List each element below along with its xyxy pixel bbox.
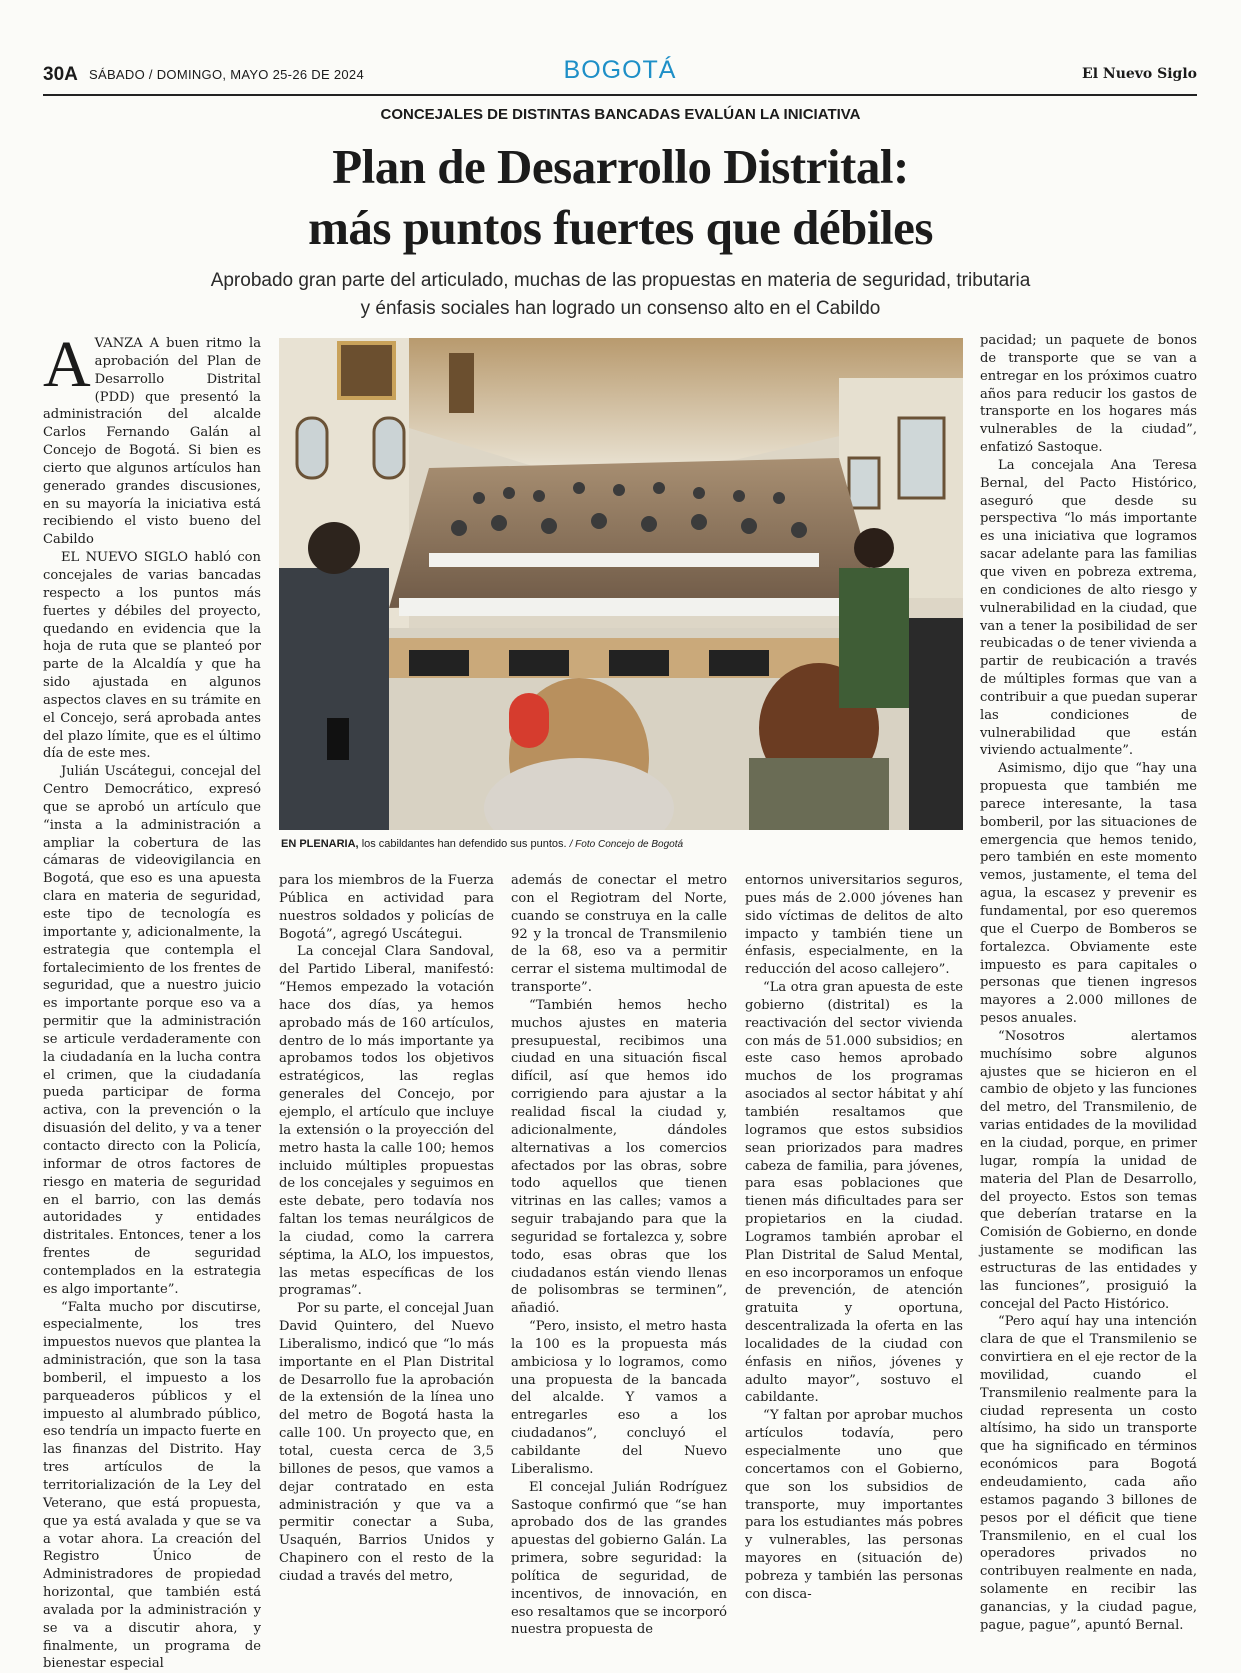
paragraph: para los miembros de la Fuerza Pública en actividad para nuestros soldados y policías de Bogotá”, agregó Uscátegui. — [279, 873, 494, 942]
paragraph: La concejala Ana Teresa Bernal, del Pacto Histórico, aseguró que desde su perspectiva “lo más importante es una iniciativa que logramos sacar adelante para las familias que viven en pobreza extrema, en condiciones de alto riesgo y vulnerabilidad en la ciudad, que van a tener la posibilidad de ser reubicadas o de tener vivienda a partir de reubicación a través de múltiples formas que van a contribuir a que puedan superar las condiciones de vulnerabilidad que están viviendo actualmente”. — [980, 457, 1197, 759]
paragraph: “La otra gran apuesta de este gobierno (distrital) es la reactivación del sector vivienda con más de 51.000 subsidios; en este caso hemos aprobado muchos de los programas asociados al sector hábitat y ahí también resaltamos que logramos que estos subsidios sean priorizados para madres cabeza de familia, para jóvenes, para esas poblaciones que tienen más dificultades para ser propietarios en la ciudad. Logramos también aprobar el Plan Distrital de Salud Mental, en eso incorporamos un enfoque de prevención, de atención gratuita y oportuna, descentralizada la oferta en las localidades de la ciudad con énfasis en niños, jóvenes y adulto mayor”, sostuvo el cabildante. — [745, 980, 963, 1406]
paragraph: además de conectar el metro con el Regiotram del Norte, cuando se construya en la calle 92 y la troncal de Transmilenio de la 68, eso va a permitir cerrar el sistema multimodal de transporte”. — [511, 873, 727, 996]
council-chamber-image — [279, 338, 963, 830]
paragraph: AVANZA A buen ritmo la aprobación del Plan de Desarrollo Distrital (PDD) que presentó la administración del alcalde Carlos Fernando Galán al Concejo de Bogotá. Si bien es cierto que algunos artículos han generado grandes discusiones, en su mayoría la iniciativa está recibiendo el visto bueno del Cabildo — [43, 328, 261, 548]
deck-line-1: Aprobado gran parte del articulado, muchas de las propuestas en materia de seguridad, tributaria — [210, 270, 1031, 291]
article-column-2 — [279, 872, 494, 1586]
paragraph: “Pero aquí hay una intención clara de que el Transmilenio se convirtiera en el eje rector de la movilidad, cuando el Transmilenio realmente para la ciudad representa un costo altísimo, ha sido un transporte que ha significado en términos económicos para Bogotá endeudamiento, cada año estamos pagando 3 billones de pesos por el déficit que tiene Transmilenio, en el cual los operadores privados no contribuyen realmente en nada, solamente en recibir las ganancias, y la ciudad pague, pague, pague”, apuntó Bernal. — [980, 1314, 1197, 1633]
headline-line-2: más puntos fuertes que débiles — [308, 200, 933, 255]
article-deck — [0, 267, 1241, 323]
deck-line-2: y énfasis sociales han logrado un consenso alto en el Cabildo — [360, 298, 881, 319]
paragraph: “Nosotros alertamos muchísimo sobre algunos ajustes que se hicieron en el cambio de objeto y las funciones del metro, del Transmilenio, de varias entidades de la movilidad en la ciudad, porque, en primer lugar, rompía la unidad de materia del Plan de Desarrollo, del proyecto. Estos son temas que deberían tratarse en la Comisión de Gobierno, en donde justamente se modifican las estructuras de las entidades y las funciones”, prosiguió la concejal del Pacto Histórico. — [980, 1028, 1197, 1312]
article-column-1 — [43, 328, 261, 1673]
paragraph: EL NUEVO SIGLO habló con concejales de varias bancadas respecto a los puntos más fuertes y débiles del proyecto, quedando en evidencia que la hoja de ruta que se planteó por parte de la Alcaldía y que ha sido ajustada en algunos aspectos claves en su trámite en el Concejo, será aprobada antes del plazo límite, que es el último día de este mes. — [43, 550, 261, 762]
paragraph: “También hemos hecho muchos ajustes en materia presupuestal, recibimos una ciudad en una situación fiscal difícil, así que hemos ido corrigiendo para ajustar a la realidad fiscal la ciudad y, adicionalmente, dándoles alternativas a los comercios afectados por las obras, sobre todo aquellos que tienen vitrinas en las calles; vamos a seguir trabajando para que la seguridad se fortalezca y, sobre todo, esas obras que los ciudadanos están viendo llenas de polisombras se terminen”, añadió. — [511, 997, 727, 1317]
caption-lead: EN PLENARIA, — [281, 838, 359, 850]
paragraph: “Y faltan por aprobar muchos artículos todavía, pero especialmente uno que concertamos con el Gobierno, que son los subsidios de transporte, muy importantes para los estudiantes más pobres y vulnerables, las personas mayores en (situación de) pobreza y también las personas con disca- — [745, 1408, 963, 1602]
header-rule — [43, 94, 1197, 96]
issue-date: SÁBADO / DOMINGO, MAYO 25-26 DE 2024 — [89, 67, 364, 82]
caption-text: los cabildantes han defendido sus puntos. — [361, 838, 567, 850]
paragraph: “Falta mucho por discutirse, especialmente, los tres impuestos nuevos que plantea la administración, que son la tasa bomberil, el impuesto a los parqueaderos públicos y el impuesto al alumbrado público, eso tendría un impacto fuerte en las finanzas del Distrito. Hay tres artículos de la territorialización de la Ley del Veterano, que está propuesta, que ya está avalada y que se va a votar ahora. La creación del Registro Único de Administradores de propiedad horizontal, que también está avalada por la administración y se va a discutir ahora, y finalmente, un programa de bienestar especial — [43, 1299, 261, 1672]
paragraph: entornos universitarios seguros, pues más de 2.000 jóvenes han sido víctimas de delitos de alto impacto y también tiene un énfasis, especialmente, en la reducción del acoso callejero”. — [745, 873, 963, 978]
article-kicker: CONCEJALES DE DISTINTAS BANCADAS EVALÚAN LA INICIATIVA — [380, 106, 861, 123]
plenary-photo — [279, 338, 963, 830]
paragraph: Asimismo, dijo que “hay una propuesta que también me parece interesante, la tasa bomberil, por las situaciones de emergencia que hemos tenido, pero también en este momento vemos, justamente, el tema del agua, la escasez y prevenir es fundamental, por eso queremos que el Cuerpo de Bomberos se fortalezca. Obviamente este impuesto es para capitales o personas que tienen ingresos mayores a 2.000 millones de pesos anuales. — [980, 761, 1197, 1027]
photo-credit: / Foto Concejo de Bogotá — [569, 839, 684, 850]
page-header — [43, 56, 1197, 96]
paragraph: Julián Uscátegui, concejal del Centro Democrático, expresó que se aprobó un artículo que “insta a la administración a ampliar la cobertura de las cámaras de videovigilancia en Bogotá, que eso es una apuesta clara en materia de seguridad, este tipo de tecnología es importante y, adicionalmente, la estrategia que contempla el fortalecimiento de los frentes de seguridad, que a nuestro juicio es importante porque eso va a permitir que la administración se articule verdaderamente con la ciudadanía en la lucha contra el crimen, que la ciudadanía pueda participar de forma activa, con la prevención o la disuasión del delito, y va a tener contacto directo con la Policía, informar de otros factores de riesgo en materia de seguridad en el barrio, con las demás autoridades y entidades distritales. Entonces, tener a los frentes de seguridad contemplados en la estrategia es algo importante”. — [43, 764, 261, 1297]
paragraph: pacidad; un paquete de bonos de transporte que se van a entregar en los próximos cuatro años para reducir los gastos de transporte en los hogares más vulnerables de la ciudad”, enfatizó Sastoque. — [980, 333, 1197, 456]
page-number: 30A — [43, 64, 78, 85]
paragraph: “Pero, insisto, el metro hasta la 100 es la propuesta más ambiciosa y lo logramos, como una propuesta de la bancada del alcalde. Y vamos a entregarles eso a los ciudadanos”, concluyó el cabildante del Nuevo Liberalismo. — [511, 1319, 727, 1477]
photo-caption — [281, 838, 965, 850]
article-column-5 — [980, 332, 1197, 1635]
paragraph: El concejal Julián Rodríguez Sastoque confirmó que “se han aprobado dos de las grandes apuestas del gobierno Galán. La primera, sobre seguridad: la política de seguridad, de incentivos, de innovación, en eso resaltamos que se incorporó nuestra propuesta de — [511, 1479, 727, 1638]
article-column-4 — [745, 872, 963, 1604]
headline-line-1: Plan de Desarrollo Distrital: — [332, 139, 909, 194]
article-column-3 — [511, 872, 727, 1639]
section-name: BOGOTÁ — [563, 56, 677, 84]
article-headline — [0, 136, 1241, 258]
paragraph: Por su parte, el concejal Juan David Quintero, del Nuevo Liberalismo, indicó que “lo más importante en el Plan Distrital de Desarrollo fue la aprobación de la extensión de la línea uno del metro de Bogotá hasta la calle 100. Un proyecto que, en total, cuesta cerca de 3,5 billones de pesos, que vamos a dejar contratado en esta administración y que va a permitir conectar a Suba, Usaquén, Barrios Unidos y Chapinero con el resto de la ciudad a través del metro, — [279, 1301, 494, 1584]
drop-cap: A — [43, 328, 91, 401]
masthead-logo: El Nuevo Siglo — [1082, 66, 1197, 82]
paragraph: La concejal Clara Sandoval, del Partido Liberal, manifestó: “Hemos empezado la votación hace dos días, ya hemos aprobado más de 160 artículos, dentro de lo más importante ya aprobamos todos los objetivos estratégicos, las reglas generales del Concejo, por ejemplo, el artículo que incluye la extensión o la proyección del metro hasta la calle 100; hemos incluido múltiples propuestas de los concejales y seguimos en este debate, pero todavía nos faltan los temas neurálgicos de la ciudad, como la carrera séptima, la ALO, los impuestos, las metas específicas de los programas”. — [279, 944, 494, 1299]
